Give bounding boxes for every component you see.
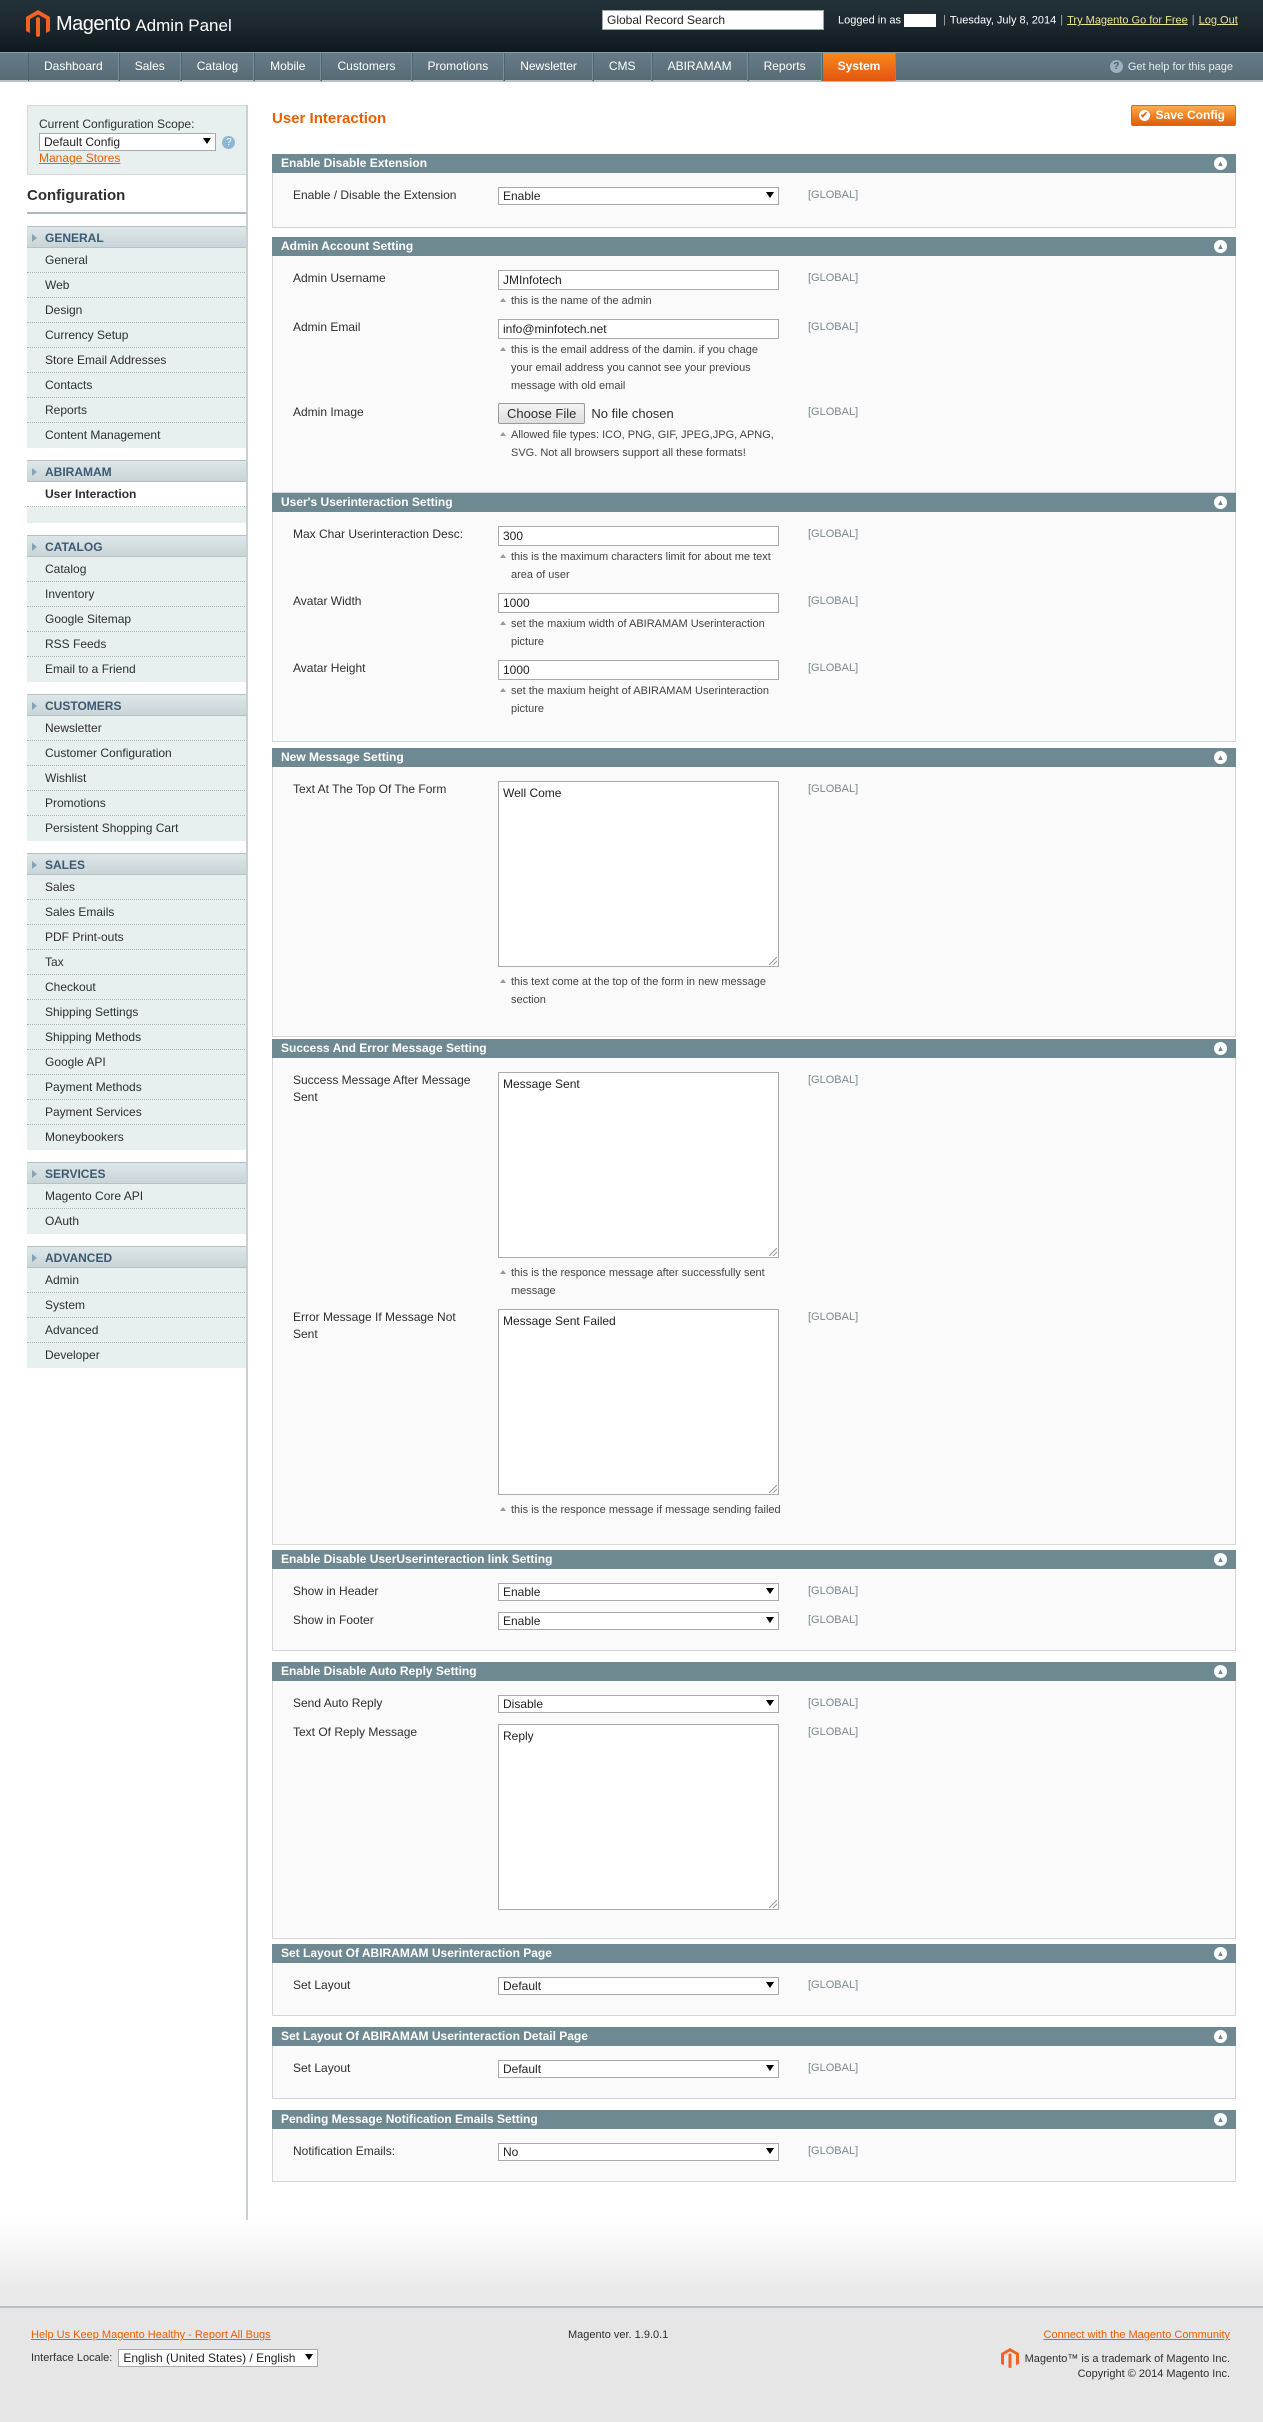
send-auto-reply-select[interactable]: Disable bbox=[498, 1695, 779, 1713]
field-label: Notification Emails: bbox=[293, 2144, 396, 2158]
fieldset-header[interactable]: Enable Disable Auto Reply Setting ▲ bbox=[272, 1662, 1236, 1681]
scope-tag: [GLOBAL] bbox=[808, 1697, 859, 1709]
collapse-icon[interactable]: ▲ bbox=[1214, 751, 1227, 764]
sidebar-item-rss-feeds[interactable]: RSS Feeds bbox=[27, 632, 247, 657]
nav-abiramam[interactable]: ABIRAMAM bbox=[652, 53, 748, 81]
collapse-icon[interactable]: ▲ bbox=[1214, 157, 1227, 170]
global-search-input[interactable]: Global Record Search bbox=[602, 10, 824, 30]
sidebar-item-oauth[interactable]: OAuth bbox=[27, 1209, 247, 1234]
scope-tag: [GLOBAL] bbox=[808, 783, 859, 795]
no-file-label: No file chosen bbox=[591, 405, 674, 421]
fieldset-header[interactable]: Set Layout Of ABIRAMAM Userinteraction Detail Page ▲ bbox=[272, 2027, 1236, 2046]
configuration-title: Configuration bbox=[27, 175, 247, 214]
copyright-text: Copyright © 2014 Magento Inc. bbox=[1077, 2368, 1230, 2380]
scope-label: Current Configuration Scope: bbox=[39, 117, 195, 131]
scope-tag: [GLOBAL] bbox=[808, 1614, 859, 1626]
field-note: this is the maximum characters limit for about me text area of user bbox=[498, 548, 788, 584]
field-label: Text At The Top Of The Form bbox=[293, 782, 447, 796]
nav-catalog[interactable]: Catalog bbox=[181, 53, 254, 81]
sidebar-section-header[interactable]: ADVANCED bbox=[27, 1246, 247, 1268]
fieldset-auto-reply bbox=[272, 1662, 1236, 1939]
field-label: Enable / Disable the Extension bbox=[293, 188, 457, 202]
sidebar-item-payment-methods[interactable]: Payment Methods bbox=[27, 1075, 247, 1100]
sidebar-section-sales bbox=[27, 853, 247, 1150]
main-nav bbox=[0, 52, 1263, 82]
show-in-footer-select[interactable]: Enable bbox=[498, 1612, 779, 1630]
top-form-text-textarea[interactable]: Well Come bbox=[498, 781, 779, 967]
field-label: Show in Header bbox=[293, 1584, 379, 1598]
sidebar-item-tax[interactable]: Tax bbox=[27, 950, 247, 975]
brand-name: Magento bbox=[56, 12, 131, 35]
page-title: User Interaction bbox=[272, 110, 387, 127]
sidebar-item-web[interactable]: Web bbox=[27, 273, 247, 298]
field-label: Text Of Reply Message bbox=[293, 1725, 418, 1739]
config-scope-box bbox=[27, 105, 247, 175]
header bbox=[0, 0, 1263, 52]
field-label: Set Layout bbox=[293, 2061, 351, 2075]
locale-select[interactable]: English (United States) / English bbox=[118, 2349, 318, 2367]
fieldset-header[interactable]: User's Userinteraction Setting ▲ bbox=[272, 493, 1236, 512]
sidebar-item-pdf-print-outs[interactable]: PDF Print-outs bbox=[27, 925, 247, 950]
sidebar-section-header[interactable]: CATALOG bbox=[27, 535, 247, 557]
sidebar-divider bbox=[246, 105, 248, 2220]
fieldset-success-error-message bbox=[272, 1039, 1236, 1545]
admin-username-input[interactable]: JMInfotech bbox=[498, 270, 779, 290]
sidebar-item-developer[interactable]: Developer bbox=[27, 1343, 247, 1368]
collapse-icon[interactable]: ▲ bbox=[1214, 1947, 1227, 1960]
sidebar-item-google-api[interactable]: Google API bbox=[27, 1050, 247, 1075]
sidebar-item-shipping-settings[interactable]: Shipping Settings bbox=[27, 1000, 247, 1025]
set-layout-detail-select[interactable]: Default bbox=[498, 2060, 779, 2078]
fieldset-enable-disable-extension bbox=[272, 154, 1236, 228]
sidebar-item-general[interactable]: General bbox=[27, 248, 247, 273]
sidebar-section-customers bbox=[27, 694, 247, 841]
field-note: set the maxium width of ABIRAMAM Userinteraction picture bbox=[498, 615, 788, 651]
field-label: Success Message After Message Sent bbox=[293, 1073, 471, 1104]
field-label: Admin Image bbox=[293, 405, 364, 419]
logout-link[interactable]: Log Out bbox=[1198, 14, 1238, 27]
fieldset-pending-notification bbox=[272, 2110, 1236, 2182]
field-note: set the maxium height of ABIRAMAM Userinteraction picture bbox=[498, 682, 788, 718]
field-label: Send Auto Reply bbox=[293, 1696, 383, 1710]
collapse-icon[interactable]: ▲ bbox=[1214, 1553, 1227, 1566]
collapse-icon[interactable]: ▲ bbox=[1214, 496, 1227, 509]
username-redacted bbox=[904, 14, 936, 27]
scope-tag: [GLOBAL] bbox=[808, 1979, 859, 1991]
sidebar-item-catalog[interactable]: Catalog bbox=[27, 557, 247, 582]
scope-tag: [GLOBAL] bbox=[808, 528, 859, 540]
chevron-down-icon bbox=[766, 192, 774, 198]
resize-grip-icon bbox=[769, 1485, 777, 1493]
scope-tag: [GLOBAL] bbox=[808, 406, 859, 418]
nav-system[interactable]: System bbox=[822, 53, 897, 81]
scope-tag: [GLOBAL] bbox=[808, 1726, 859, 1738]
sidebar-item-currency-setup[interactable]: Currency Setup bbox=[27, 323, 247, 348]
nav-dashboard[interactable]: Dashboard bbox=[28, 53, 119, 81]
sidebar-item-magento-core-api[interactable]: Magento Core API bbox=[27, 1184, 247, 1209]
fieldset-header[interactable]: Success And Error Message Setting ▲ bbox=[272, 1039, 1236, 1058]
magento-logo-icon bbox=[1001, 2348, 1019, 2369]
sidebar-item-persistent-shopping-cart[interactable]: Persistent Shopping Cart bbox=[27, 816, 247, 841]
scope-tag: [GLOBAL] bbox=[808, 1074, 859, 1086]
avatar-width-input[interactable]: 1000 bbox=[498, 593, 779, 613]
current-date: Tuesday, July 8, 2014 bbox=[949, 14, 1057, 27]
field-label: Set Layout bbox=[293, 1978, 351, 1992]
nav-newsletter[interactable]: Newsletter bbox=[504, 53, 593, 81]
check-icon: ✔ bbox=[1140, 110, 1148, 120]
sidebar-section-services bbox=[27, 1162, 247, 1234]
nav-cms[interactable]: CMS bbox=[593, 53, 652, 81]
sidebar-item-user-interaction[interactable]: User Interaction bbox=[27, 482, 247, 507]
field-note: Allowed file types: ICO, PNG, GIF, JPEG,JPG, APNG, SVG. Not all browsers support all these formats! bbox=[498, 426, 788, 462]
notification-emails-select[interactable]: No bbox=[498, 2143, 779, 2161]
reply-message-textarea[interactable]: Reply bbox=[498, 1724, 779, 1910]
scope-tag: [GLOBAL] bbox=[808, 321, 859, 333]
scope-select[interactable]: Default Config bbox=[39, 133, 216, 151]
set-layout-page-select[interactable]: Default bbox=[498, 1977, 779, 1995]
footer bbox=[0, 2220, 1263, 2422]
nav-reports[interactable]: Reports bbox=[748, 53, 822, 81]
help-link-label: Get help for this page bbox=[1127, 60, 1233, 73]
field-note: this is the email address of the damin. if you chage your email address you cannot see your previous message with old email bbox=[498, 341, 788, 395]
enable-extension-select[interactable]: Enable bbox=[498, 187, 779, 205]
logged-in-label: Logged in as bbox=[838, 14, 901, 27]
fieldset-header[interactable]: Set Layout Of ABIRAMAM Userinteraction Page ▲ bbox=[272, 1944, 1236, 1963]
sidebar-item-google-sitemap[interactable]: Google Sitemap bbox=[27, 607, 247, 632]
field-label: Admin Email bbox=[293, 320, 361, 334]
brand-suffix: Admin Panel bbox=[135, 15, 232, 35]
fieldset-new-message bbox=[272, 748, 1236, 1037]
chevron-down-icon bbox=[766, 1700, 774, 1706]
sidebar-item-content-management[interactable]: Content Management bbox=[27, 423, 247, 448]
chevron-down-icon bbox=[766, 1982, 774, 1988]
field-label: Error Message If Message Not Sent bbox=[293, 1310, 456, 1341]
avatar-height-input[interactable]: 1000 bbox=[498, 660, 779, 680]
chevron-down-icon bbox=[766, 2065, 774, 2071]
sidebar-section-advanced bbox=[27, 1246, 247, 1368]
sidebar-item-checkout[interactable]: Checkout bbox=[27, 975, 247, 1000]
question-icon[interactable]: ? bbox=[222, 136, 235, 149]
scope-tag: [GLOBAL] bbox=[808, 2145, 859, 2157]
help-link[interactable] bbox=[1110, 60, 1233, 73]
field-label: Show in Footer bbox=[293, 1613, 374, 1627]
show-in-header-select[interactable]: Enable bbox=[498, 1583, 779, 1601]
error-message-textarea[interactable]: Message Sent Failed bbox=[498, 1309, 779, 1495]
save-config-button[interactable]: ✔ Save Config bbox=[1131, 105, 1236, 126]
community-link[interactable]: Connect with the Magento Community bbox=[1043, 2329, 1230, 2341]
fieldset-header[interactable]: Enable Disable UserUserinteraction link Setting ▲ bbox=[272, 1550, 1236, 1569]
sidebar-section-general bbox=[27, 226, 247, 448]
fieldset-layout-detail-page bbox=[272, 2027, 1236, 2099]
sidebar-item-advanced[interactable]: Advanced bbox=[27, 1318, 247, 1343]
magento-logo-icon bbox=[26, 10, 50, 38]
help-icon: ? bbox=[1110, 60, 1123, 73]
sidebar-item-admin[interactable]: Admin bbox=[27, 1268, 247, 1293]
fieldset-layout-page bbox=[272, 1944, 1236, 2016]
resize-grip-icon bbox=[769, 1900, 777, 1908]
sidebar-item-shipping-methods[interactable]: Shipping Methods bbox=[27, 1025, 247, 1050]
sidebar-section-header[interactable]: GENERAL bbox=[27, 226, 247, 248]
fieldset-header[interactable]: Enable Disable Extension ▲ bbox=[272, 154, 1236, 173]
chevron-down-icon bbox=[305, 2354, 313, 2360]
chevron-down-icon bbox=[766, 1588, 774, 1594]
version-label: Magento ver. 1.9.0.1 bbox=[568, 2329, 669, 2341]
choose-file-button[interactable]: Choose File bbox=[498, 403, 585, 424]
admin-email-input[interactable]: info@minfotech.net bbox=[498, 319, 779, 339]
chevron-down-icon bbox=[766, 1617, 774, 1623]
sidebar-item-newsletter[interactable]: Newsletter bbox=[27, 716, 247, 741]
manage-stores-link[interactable]: Manage Stores bbox=[39, 151, 121, 165]
collapse-icon[interactable]: ▲ bbox=[1214, 1665, 1227, 1678]
magento-logo[interactable] bbox=[26, 10, 232, 38]
sidebar-item-store-email-addresses[interactable]: Store Email Addresses bbox=[27, 348, 247, 373]
sidebar-item-sales-emails[interactable]: Sales Emails bbox=[27, 900, 247, 925]
resize-grip-icon bbox=[769, 957, 777, 965]
success-message-textarea[interactable]: Message Sent bbox=[498, 1072, 779, 1258]
sidebar-item-email-to-a-friend[interactable]: Email to a Friend bbox=[27, 657, 247, 682]
scope-tag: [GLOBAL] bbox=[808, 1585, 859, 1597]
sidebar-section-header[interactable]: CUSTOMERS bbox=[27, 694, 247, 716]
field-note: this text come at the top of the form in new message section bbox=[498, 973, 788, 1009]
sidebar-section-header[interactable]: ABIRAMAM bbox=[27, 460, 247, 482]
sidebar-item-promotions[interactable]: Promotions bbox=[27, 791, 247, 816]
collapse-icon[interactable]: ▲ bbox=[1214, 1042, 1227, 1055]
fieldset-header[interactable]: New Message Setting ▲ bbox=[272, 748, 1236, 767]
sidebar-item-inventory[interactable]: Inventory bbox=[27, 582, 247, 607]
collapse-icon[interactable]: ▲ bbox=[1214, 2030, 1227, 2043]
fieldset-admin-account bbox=[272, 237, 1236, 493]
try-magento-go-link[interactable]: Try Magento Go for Free bbox=[1067, 14, 1188, 27]
admin-image-file-input[interactable] bbox=[498, 402, 674, 424]
field-label: Max Char Userinteraction Desc: bbox=[293, 527, 464, 541]
max-char-input[interactable]: 300 bbox=[498, 526, 779, 546]
sidebar-section-header[interactable]: SALES bbox=[27, 853, 247, 875]
nav-sales[interactable]: Sales bbox=[119, 53, 181, 81]
scope-tag: [GLOBAL] bbox=[808, 595, 859, 607]
scope-tag: [GLOBAL] bbox=[808, 189, 859, 201]
sidebar-section-header[interactable]: SERVICES bbox=[27, 1162, 247, 1184]
sidebar-item-wishlist[interactable]: Wishlist bbox=[27, 766, 247, 791]
report-bugs-link[interactable]: Help Us Keep Magento Healthy - Report All Bugs bbox=[31, 2329, 271, 2341]
sidebar bbox=[27, 105, 247, 1368]
locale-label: Interface Locale: bbox=[31, 2352, 113, 2364]
scope-tag: [GLOBAL] bbox=[808, 272, 859, 284]
scope-tag: [GLOBAL] bbox=[808, 2062, 859, 2074]
field-label: Avatar Height bbox=[293, 661, 366, 675]
scope-tag: [GLOBAL] bbox=[808, 662, 859, 674]
collapse-icon[interactable]: ▲ bbox=[1214, 2113, 1227, 2126]
sidebar-section-abiramam bbox=[27, 460, 247, 523]
trademark-text: Magento™ is a trademark of Magento Inc. bbox=[1024, 2352, 1230, 2365]
fieldset-user-userinteraction bbox=[272, 493, 1236, 742]
field-label: Admin Username bbox=[293, 271, 386, 285]
sidebar-item-sales[interactable]: Sales bbox=[27, 875, 247, 900]
fieldset-header[interactable]: Pending Message Notification Emails Setting ▲ bbox=[272, 2110, 1236, 2129]
field-note: this is the responce message after successfully sent message bbox=[498, 1264, 788, 1300]
sidebar-item-moneybookers[interactable]: Moneybookers bbox=[27, 1125, 247, 1150]
sidebar-item-design[interactable]: Design bbox=[27, 298, 247, 323]
collapse-icon[interactable]: ▲ bbox=[1214, 240, 1227, 253]
nav-promotions[interactable]: Promotions bbox=[412, 53, 505, 81]
nav-customers[interactable]: Customers bbox=[321, 53, 411, 81]
sidebar-section-catalog bbox=[27, 535, 247, 682]
sidebar-item-reports[interactable]: Reports bbox=[27, 398, 247, 423]
sidebar-item-contacts[interactable]: Contacts bbox=[27, 373, 247, 398]
field-label: Avatar Width bbox=[293, 594, 362, 608]
fieldset-link-setting bbox=[272, 1550, 1236, 1651]
sidebar-item-payment-services[interactable]: Payment Services bbox=[27, 1100, 247, 1125]
sidebar-item-customer-configuration[interactable]: Customer Configuration bbox=[27, 741, 247, 766]
field-note: this is the responce message if message sending failed bbox=[498, 1501, 788, 1519]
chevron-down-icon bbox=[766, 2148, 774, 2154]
resize-grip-icon bbox=[769, 1248, 777, 1256]
fieldset-header[interactable]: Admin Account Setting ▲ bbox=[272, 237, 1236, 256]
field-note: this is the name of the admin bbox=[498, 292, 788, 310]
chevron-down-icon bbox=[203, 138, 211, 144]
scope-tag: [GLOBAL] bbox=[808, 1311, 859, 1323]
nav-mobile[interactable]: Mobile bbox=[254, 53, 321, 81]
sidebar-item-system[interactable]: System bbox=[27, 1293, 247, 1318]
user-info: Logged in as | Tuesday, July 8, 2014 | Try Magento Go for Free | Log Out bbox=[838, 14, 1238, 27]
